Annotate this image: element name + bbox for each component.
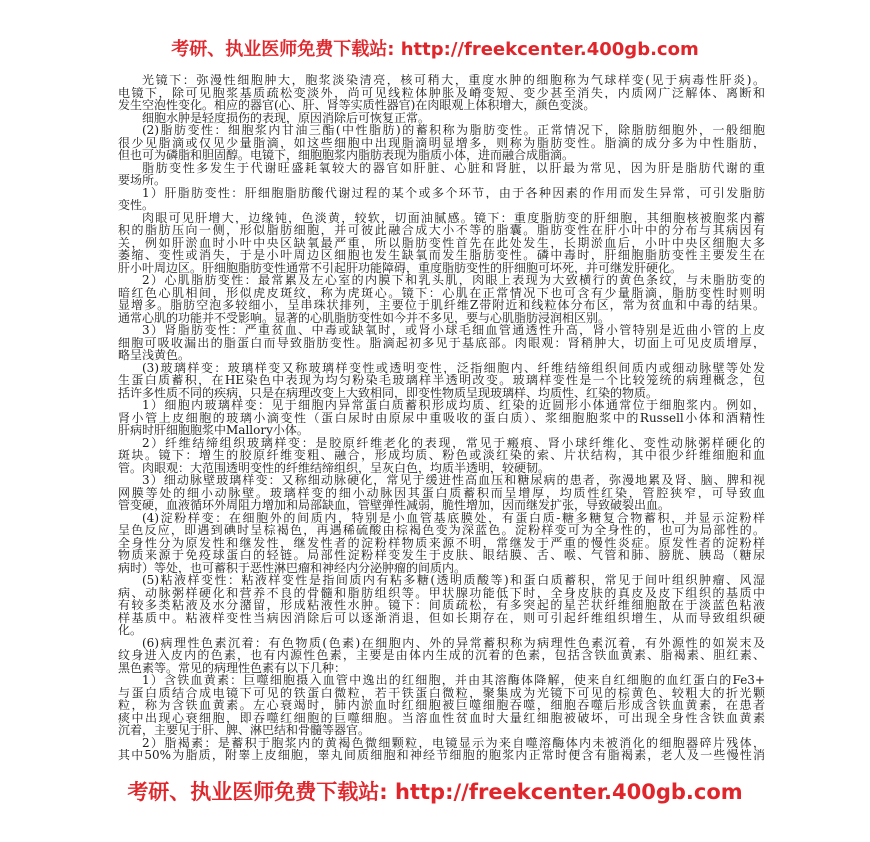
- site-header-watermark: [0, 39, 870, 61]
- text-line: 变性。: [118, 199, 155, 212]
- text-line: 1）细胞内玻璃样变：见于细胞内异常蛋白质蓄积形成均质、红染的近圆形小体通常位于细胞浆内。例如，: [142, 399, 765, 412]
- text-line: 2）纤维结缔组织玻璃样变：是胶原纤维老化的表现，常见于瘢痕、肾小球纤维化、变性动脉粥样硬化的: [142, 436, 765, 449]
- text-line: 3）肾脂肪变性：严重贫血、中毒或缺氧时，或肾小球毛细血管通透性升高，肾小管特别是近曲小管的上皮: [142, 324, 765, 337]
- paragraph: [118, 112, 765, 125]
- text-line: 与蛋白质结合成电镜下可见的铁蛋白微粒，若干铁蛋白微粒，聚集成为光镜下可见的棕黄色、较粗大的折光颗: [118, 686, 765, 699]
- paragraph: [118, 124, 765, 162]
- text-line: 沉着，主要见于肝、脾、淋巴结和骨髓等器官。: [118, 724, 371, 737]
- text-line: 全身性分为原发性和继发性，继发性者的淀粉样物质来源不明，常继发于严重的慢性炎症。原发性者的淀粉样: [118, 536, 765, 549]
- text-line: 斑块。镜下：增生的胶原纤维变粗、融合，形成均质、粉色或淡红染的索、片状结构，其中很少纤维细胞和血: [118, 449, 765, 462]
- text-line: 2）心肌脂肪变性：最常累及左心室的内膜下和乳头肌，肉眼上表现为大致横行的黄色条纹，与未脂肪变的: [142, 274, 765, 287]
- paragraph: [118, 437, 765, 475]
- text-line: 肝病时肝细胞胞浆中Mallory小体。: [118, 424, 309, 437]
- paragraph: [118, 212, 765, 275]
- text-line: 但也可为磷脂和胆固醇。电镜下，细胞胞浆内脂肪表现为脂质小体，进而融合成脂滴。: [118, 149, 575, 162]
- text-line: 管变硬，血液循环外周阻力增加和局部缺血，管壁弹性减弱，脆性增加，因而继发扩张，导致破裂出血。: [118, 499, 671, 512]
- text-line: 样基质中。粘液样变性当病因消除后可以逐渐消退，但如长期存在，则可引起纤维组织增生，从而导致组织硬: [118, 611, 765, 624]
- text-line: (3)玻璃样变：玻璃样变又称玻璃样变性或透明变性，泛指细胞内、纤维结缔组织间质内或细动脉壁等处发: [142, 361, 765, 374]
- text-line: 细胞可吸收漏出的脂蛋白而导致脂肪变性。脂滴起初多见于基底部。肉眼观：肾稍肿大，切面上可见皮质增厚，: [118, 336, 765, 349]
- footer-site-label: 考研、执业医师免费下载站:: [127, 780, 396, 804]
- text-line: 病时）等处，也可蓄积于恶性淋巴瘤和神经内分泌肿瘤的间质内。: [118, 561, 467, 574]
- text-line: 化。: [118, 624, 143, 637]
- document-body: [118, 74, 765, 762]
- text-line: 粒，称为含铁血黄素。左心衰竭时，肺内淤血时红细胞被巨噬细胞吞噬，细胞吞噬后形成含铁血黄素，在患者: [118, 699, 765, 712]
- text-line: 生蛋白质蓄积，在HE染色中表现为均匀粉染毛玻璃样半透明改变。玻璃样变性是一个比较笼统的病理概念，包: [118, 374, 765, 387]
- text-line: 管。肉眼观：大范围透明变性的纤维结缔组织，呈灰白色，均质半透明，较硬韧。: [118, 461, 551, 474]
- header-site-label: 考研、执业医师免费下载站:: [171, 39, 401, 60]
- text-line: 肝小叶周边区。肝细胞脂肪变性通常不引起肝功能障碍，重度脂肪变性的肝细胞可坏死，并可继发肝硬化。: [118, 261, 683, 274]
- paragraph: [118, 399, 765, 437]
- text-line: 很少见脂滴或仅见少量脂滴，如这些细胞中出现脂滴明显增多，则称为脂肪变性。脂滴的成分多为中性脂肪，: [118, 136, 765, 149]
- paragraph: [118, 512, 765, 575]
- text-line: 其中50%为脂质，附睾上皮细胞，睾丸间质细胞和神经节细胞的胞浆内正常时便含有脂褐素，老人及一些慢性消: [118, 749, 765, 762]
- text-line: 痰中出现心衰细胞，即吞噬红细胞的巨噬细胞。当溶血性贫血时大量红细胞被破坏，可出现全身性含铁血黄素: [118, 711, 765, 724]
- text-line: (4)淀粉样变：在细胞外的间质内，特别是小血管基底膜处，有蛋白质-糖多糖复合物蓄积，并显示淀粉样: [142, 511, 765, 524]
- text-line: 网膜等处的细小动脉壁。玻璃样变的细小动脉因其蛋白质蓄积而呈增厚，均质性红染，管腔狭窄，可导致血: [118, 486, 765, 499]
- text-line: 萎缩、变性或消失，于是小叶周边区细胞也发生缺氧而发生脂肪变性。磷中毒时，肝细胞脂肪变性主要发生在: [118, 249, 765, 262]
- text-line: 括许多性质不同的疾病，只是在病理改变上大致相同，即变性物质呈现玻璃样、均质性、红染的物质。: [118, 386, 659, 399]
- text-line: 显增多。脂肪空泡多较细小，呈串珠状排列，主要位于肌纤维Z带附近和线粒体分布区，常为贫血和中毒的结果。: [118, 299, 765, 312]
- text-line: 3）细动脉壁玻璃样变：又称细动脉硬化，常见于缓进性高血压和糖尿病的患者，弥漫地累及肾、脑、脾和视: [142, 474, 765, 487]
- text-line: 呈色反应，即遇到碘时呈棕褐色，再遇稀硫酸由棕褐色变为深蓝色。淀粉样变可为全身性的，也可为局部性的。: [118, 524, 765, 537]
- paragraph: [118, 474, 765, 512]
- paragraph: [118, 162, 765, 187]
- paragraph: [118, 187, 765, 212]
- paragraph: [118, 274, 765, 324]
- text-line: 2）脂褐素：是蓄积于胞浆内的黄褐色微细颗粒，电镜显示为来自噬溶酶体内未被消化的细胞器碎片残体，: [142, 736, 765, 749]
- paragraph: [118, 637, 765, 675]
- text-line: 1）肝脂肪变性：肝细胞脂肪酸代谢过程的某个或多个环节，由于各种因素的作用而发生异常，可引发脂肪: [142, 186, 765, 199]
- text-line: 纹身进入皮内的色素，也有内源性色素，主要是由体内生成的沉着的色素，包括含铁血黄素、脂褐素、胆红素、: [118, 649, 765, 662]
- paragraph: [118, 362, 765, 400]
- text-line: 1）含铁血黄素：巨噬细胞摄入血管中逸出的红细胞，并由其溶酶体降解，使来自红细胞的血红蛋白的Fe3+: [142, 674, 765, 687]
- text-line: (2)脂肪变性：细胞浆内甘油三酯(中性脂肪)的蓄积称为脂肪变性。正常情况下，除脂肪细胞外，一般细胞: [142, 124, 765, 137]
- text-line: 脂肪变性多发生于代谢旺盛耗氧较大的器官如肝脏、心脏和肾脏，以肝最为常见，因为肝是脂肪代谢的重: [142, 161, 765, 174]
- text-line: 肉眼可见肝增大，边缘钝，色淡黄，较软，切面油腻感。镜下：重度脂肪变的肝细胞，其细胞核被胞浆内蓄: [142, 211, 765, 224]
- text-line: 要场所。: [118, 174, 167, 187]
- paragraph: [118, 574, 765, 637]
- text-line: 关，例如肝淤血时小叶中央区缺氧最严重，所以脂肪变性首先在此处发生，长期淤血后，小叶中央区细胞大多: [118, 236, 765, 249]
- text-line: 光镜下：弥漫性细胞肿大，胞浆淡染清亮，核可稍大，重度水肿的细胞称为气球样变(见于病毒性肝炎)。: [142, 74, 765, 87]
- paragraph: [118, 324, 765, 362]
- text-line: 物质来源于免疫球蛋白的轻链。局部性淀粉样变发生于皮肤、眼结膜、舌、喉、气管和肺、膀胱、胰岛（糖尿: [118, 549, 765, 562]
- paragraph: [118, 737, 765, 762]
- text-line: 电镜下，除可见胞浆基质疏松变淡外，尚可见线粒体肿胀及嵴变短、变少甚至消失，内质网广泛解体、离断和: [118, 86, 765, 99]
- paragraph: [118, 674, 765, 737]
- paragraph: [118, 74, 765, 112]
- header-url: http://freekcenter.400gb.com: [400, 39, 699, 60]
- text-line: 有较多类粘液及水分潴留，形成粘液性水肿。镜下：间质疏松，有多突起的星芒状纤维细胞散在于淡蓝色粘液: [118, 599, 765, 612]
- text-line: 通常心肌的功能并不受影响。显著的心肌脂肪变性如今并不多见，要与心肌脂肪浸润相区别。: [118, 311, 611, 324]
- footer-url: http://freekcenter.400gb.com: [395, 780, 743, 804]
- text-line: 发生空泡性变化。相应的器官(心、肝、肾等实质性器官)在肉眼观上体积增大，颜色变淡。: [118, 99, 596, 112]
- text-line: 黑色素等。常见的病理性色素有以下几种：: [118, 661, 347, 674]
- site-footer-watermark: [0, 779, 870, 805]
- text-line: 积的脂肪压向一侧，形似脂肪细胞，并可彼此融合成大小不等的脂囊。脂肪变性在肝小叶中的分布与其病因有: [118, 224, 765, 237]
- text-line: 暗红色心肌相间，形似虎皮斑纹，称为虎斑心。镜下：心肌在正常情况下也可含有少量脂滴，脂肪变性时则明: [118, 286, 765, 299]
- text-line: 细胞水肿是轻度损伤的表现，原因消除后可恢复正常。: [142, 111, 431, 124]
- text-line: 病、动脉粥样硬化和营养不良的骨髓和脂肪组织等。甲状腺功能低下时，全身皮肤的真皮及皮下组织的基质中: [118, 586, 765, 599]
- text-line: (6)病理性色素沉着：有色物质(色素)在细胞内、外的异常蓄积称为病理性色素沉着，有外源性的如炭末及: [142, 636, 765, 649]
- text-line: (5)粘液样变性：粘液样变性是指间质内有粘多糖(透明质酸等)和蛋白质蓄积，常见于间叶组织肿瘤、风湿: [142, 574, 765, 587]
- text-line: 肾小管上皮细胞的玻璃小滴变性（蛋白尿时由原尿中重吸收的蛋白质）、浆细胞胞浆中的Russell小体和酒精性: [118, 411, 765, 424]
- text-line: 略呈浅黄色。: [118, 349, 191, 362]
